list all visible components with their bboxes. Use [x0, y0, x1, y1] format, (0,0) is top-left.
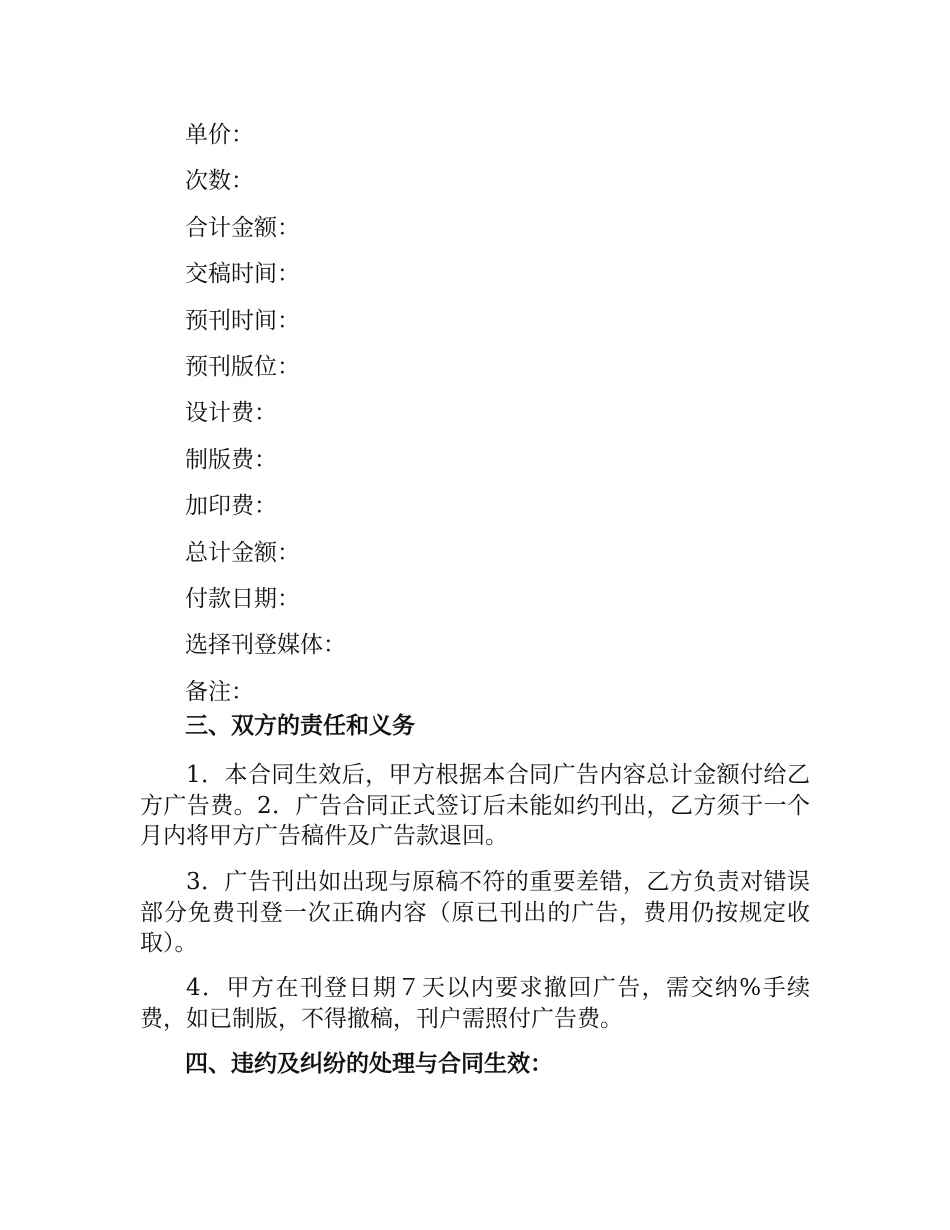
- field-media-selection: 选择刊登媒体：: [185, 632, 346, 659]
- section3-paragraph-3: 4．甲方在刊登日期７天以内要求撤回广告，需交纳%手续费，如已制版，不得撤稿，刊户需照付广告费。: [140, 975, 810, 1032]
- field-total-amount: 总计金额：: [185, 539, 300, 566]
- section4-heading: 四、违约及纠纷的处理与合同生效：: [185, 1050, 553, 1077]
- contract-field-list: [185, 112, 346, 715]
- section3-heading: 三、双方的责任和义务: [185, 712, 415, 739]
- field-scheduled-position: 预刊版位：: [185, 353, 300, 380]
- field-scheduled-time: 预刊时间：: [185, 307, 300, 334]
- field-submission-time: 交稿时间：: [185, 261, 300, 288]
- field-remarks: 备注：: [185, 678, 254, 705]
- field-plate-fee: 制版费：: [185, 446, 277, 473]
- field-times: 次数：: [185, 168, 254, 195]
- field-design-fee: 设计费：: [185, 400, 277, 427]
- field-payment-date: 付款日期：: [185, 585, 300, 612]
- field-unit-price: 单价：: [185, 122, 254, 148]
- field-subtotal: 合计金额：: [185, 214, 300, 241]
- field-extra-print-fee: 加印费：: [185, 493, 277, 520]
- section3-paragraph-2: 3．广告刊出如出现与原稿不符的重要差错，乙方负责对错误部分免费刊登一次正确内容（原已刊出的广告，费用仍按规定收取）。: [140, 869, 810, 956]
- section3-paragraph-1: 1．本合同生效后，甲方根据本合同广告内容总计金额付给乙方广告费。2．广告合同正式签订后未能如约刊出，乙方须于一个月内将甲方广告稿件及广告款退回。: [140, 762, 810, 849]
